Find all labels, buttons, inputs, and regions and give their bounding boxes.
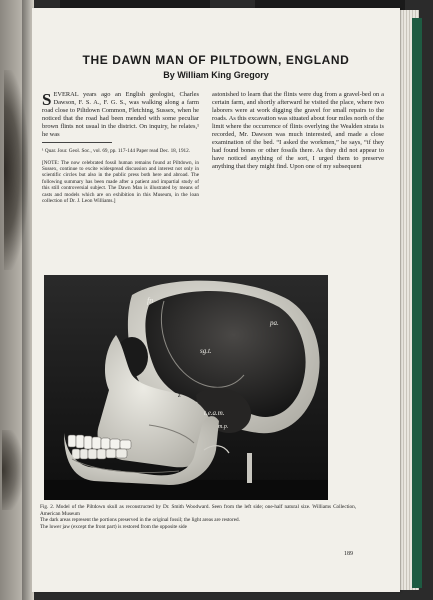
article-byline: By William King Gregory (163, 70, 269, 80)
label-mp: m.p. (218, 424, 229, 430)
caption-line: The dark areas represent the portions preserved in the original fossil; the light areas are restored. (40, 517, 240, 524)
caption-line: Fig. 2. Model of the Piltdown skull as reconstructed by Dr. Smith Woodward. Seen from the left side; one-half natural size. Williams Collection, American Museum (40, 504, 356, 517)
book-cover-edge (412, 18, 422, 588)
page-number: 189 (344, 551, 353, 557)
label-z: z (178, 391, 181, 399)
left-body-text: EVERAL years ago an English geologist, Charles Dawson, F. S. A., F. G. S., was walking along a farm road close to Piltdown Common, Fletching, Sussex, when he noticed that the road had been mended with some peculiar brown flints not usual in the district. On inquiry, he relates,¹ he was (42, 91, 199, 138)
left-body-paragraph (42, 91, 199, 139)
right-column (212, 91, 384, 171)
label-team: t.e.a.m. (204, 409, 225, 417)
label-pa: pa. (270, 319, 279, 327)
editor-note: [NOTE: The now celebrated fossil human remains found at Piltdown, in Sussex, continue to excite widespread discussion and interest not only in scientific circles but also in the public press both here and abroad. The following summary has been made after a patient and impartial study of this still controversial subject. The Dawn Man is illustrated by means of casts and models which are on exhibition in this Museum, in the loan collection of Dr. J. Leon Williams.] (42, 159, 199, 205)
footnote: ¹ Quar. Jour. Geol. Soc., vol. 69, pp. 117-144 Paper read Dec. 18, 1912. (42, 148, 191, 154)
right-body-text: astonished to learn that the flints were dug from a gravel-bed on a certain farm, and shortly afterward he visited the place, where two laborers were at work digging the gravel for small repairs to the roads. As this excavation was situated about four miles north of the limit where the occurrence of flints overlying the Wealden strata is recorded, Mr. Dawson was much interested, and made a close examination of the bed. “I asked the workmen,” he says, “if they had found bones or other fossils there. As they did not appear to have noticed anything of the sort, I urged them to preserve anything that they might find. Upon one of my subsequent (212, 91, 384, 170)
skull-photo (44, 275, 328, 500)
journal-page (32, 8, 400, 592)
footnote-rule (42, 142, 112, 143)
skull-figure (44, 275, 328, 500)
article-title: THE DAWN MAN OF PILTDOWN, ENGLAND (82, 53, 350, 67)
label-fn: fn (147, 296, 154, 305)
drop-cap: S (42, 90, 52, 109)
lower-teeth (72, 449, 127, 459)
stand-rod (247, 453, 252, 483)
caption-line: The lower jaw (except the front part) is restored from the opposite side (40, 523, 187, 530)
facing-page-figure-shadow-lower (2, 430, 22, 510)
label-sgt: sg.t. (200, 347, 212, 355)
left-column (42, 91, 199, 204)
display-base (44, 480, 328, 500)
figure-caption (40, 504, 356, 530)
